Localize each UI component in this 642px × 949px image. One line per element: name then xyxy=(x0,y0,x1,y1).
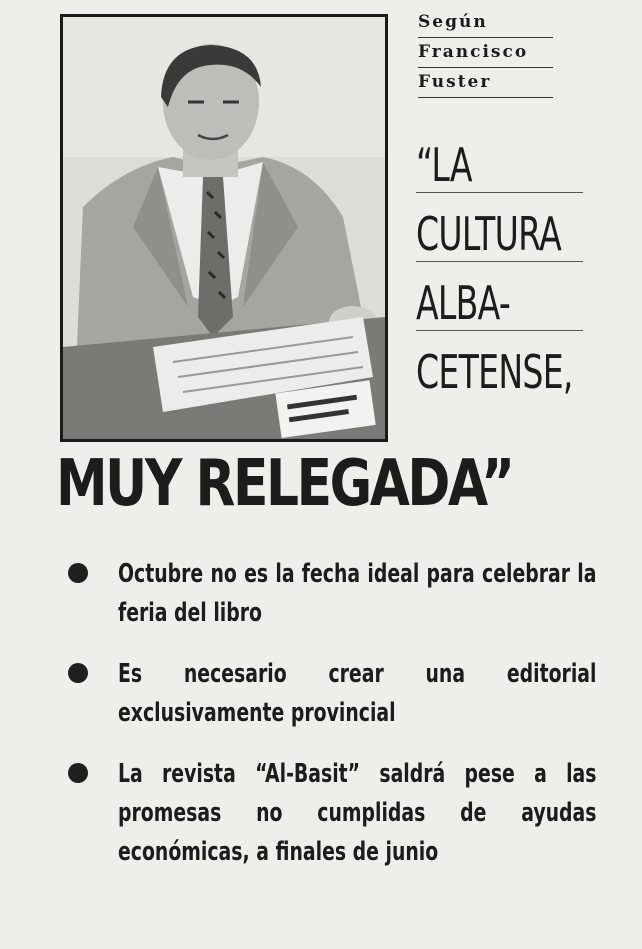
headline-line: CULTURA xyxy=(416,207,583,262)
photo-illustration xyxy=(63,17,385,439)
bullet-text: La revista “Al-Basit” saldrá pese a las promesas no cumplidas de ayudas económicas, a finales de junio xyxy=(118,759,597,867)
bullet-dot-icon xyxy=(68,763,88,783)
headline-line: “LA xyxy=(416,138,583,193)
bullet-text: Es necesario crear una editorial exclusivamente provincial xyxy=(118,659,597,728)
bullet-text: Octubre no es la fecha ideal para celebrar la feria del libro xyxy=(118,559,597,628)
byline xyxy=(418,8,553,98)
bullet-dot-icon xyxy=(68,563,88,583)
bullet-item xyxy=(68,755,598,872)
headline-column xyxy=(416,138,586,413)
bullet-item xyxy=(68,655,598,733)
portrait-photo xyxy=(60,14,388,442)
headline-line: CETENSE, xyxy=(416,345,573,399)
headline-main xyxy=(56,448,636,520)
byline-line: Según xyxy=(418,8,553,38)
headline-main-text: MUY RELEGADA” xyxy=(56,447,513,521)
byline-line: Fuster xyxy=(418,68,553,98)
byline-line: Francisco xyxy=(418,38,553,68)
headline-line: ALBA- xyxy=(416,276,583,331)
summary-bullets xyxy=(68,555,598,894)
bullet-item xyxy=(68,555,598,633)
bullet-dot-icon xyxy=(68,663,88,683)
